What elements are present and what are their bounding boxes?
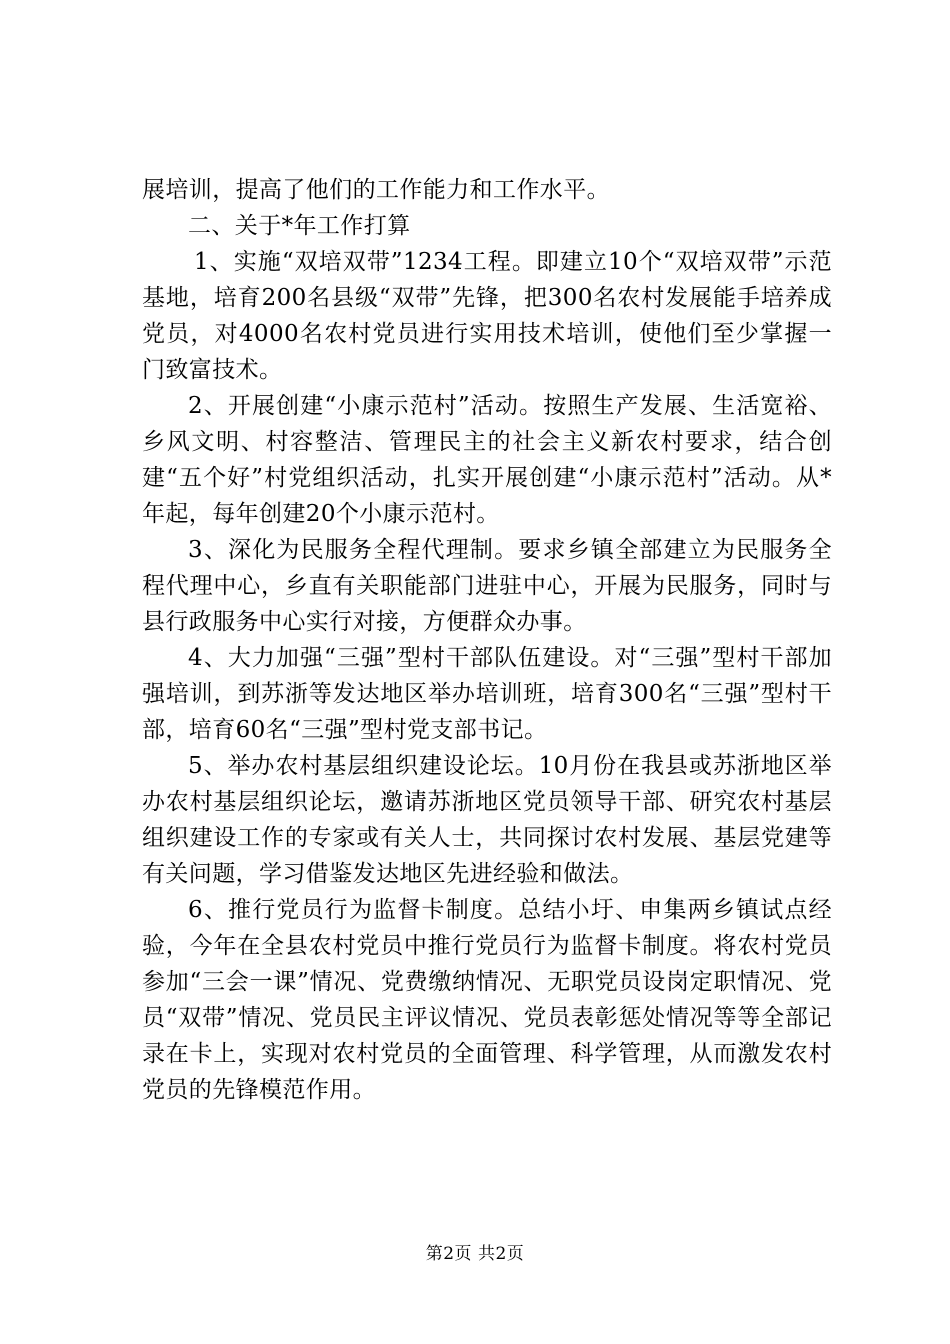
paragraph-item-5: 5、举办农村基层组织建设论坛。10月份在我县或苏浙地区举办农村基层组织论坛，邀请苏浙地区党员领导干部、研究农村基层组织建设工作的专家或有关人士，共同探讨农村发展、基层党建等有关问题，学习借鉴发达地区先进经验和做法。 xyxy=(142,753,832,887)
document-body xyxy=(142,172,832,1108)
paragraph-item-3: 3、深化为民服务全程代理制。要求乡镇全部建立为民服务全程代理中心，乡直有关职能部门进驻中心，开展为民服务，同时与县行政服务中心实行对接，方便群众办事。 xyxy=(142,537,832,635)
paragraph-item-1: 1、实施“双培双带”1234工程。即建立10个“双培双带”示范基地，培育200名县级“双带”先锋，把300名农村发展能手培养成党员，对4000名农村党员进行实用技术培训，使他们至少掌握一门致富技术。 xyxy=(142,249,832,383)
section-heading: 二、关于*年工作打算 xyxy=(188,213,411,239)
paragraph-item-6: 6、推行党员行为监督卡制度。总结小圩、申集两乡镇试点经验，今年在全县农村党员中推行党员行为监督卡制度。将农村党员参加“三会一课”情况、党费缴纳情况、无职党员设岗定职情况、党员“双带”情况、党员民主评议情况、党员表彰惩处情况等等全部记录在卡上，实现对农村党员的全面管理、科学管理，从而激发农村党员的先锋模范作用。 xyxy=(142,897,832,1103)
paragraph-item-2: 2、开展创建“小康示范村”活动。按照生产发展、生活宽裕、乡风文明、村容整洁、管理民主的社会主义新农村要求，结合创建“五个好”村党组织活动，扎实开展创建“小康示范村”活动。从*年起，每年创建20个小康示范村。 xyxy=(142,393,832,527)
paragraph-item-4: 4、大力加强“三强”型村干部队伍建设。对“三强”型村干部加强培训，到苏浙等发达地区举办培训班，培育300名“三强”型村干部，培育60名“三强”型村党支部书记。 xyxy=(142,645,832,743)
page-number-label: 第2页 共2页 xyxy=(425,1244,525,1264)
page-footer xyxy=(0,1243,950,1265)
paragraph-continuation: 展培训，提高了他们的工作能力和工作水平。 xyxy=(142,177,610,203)
